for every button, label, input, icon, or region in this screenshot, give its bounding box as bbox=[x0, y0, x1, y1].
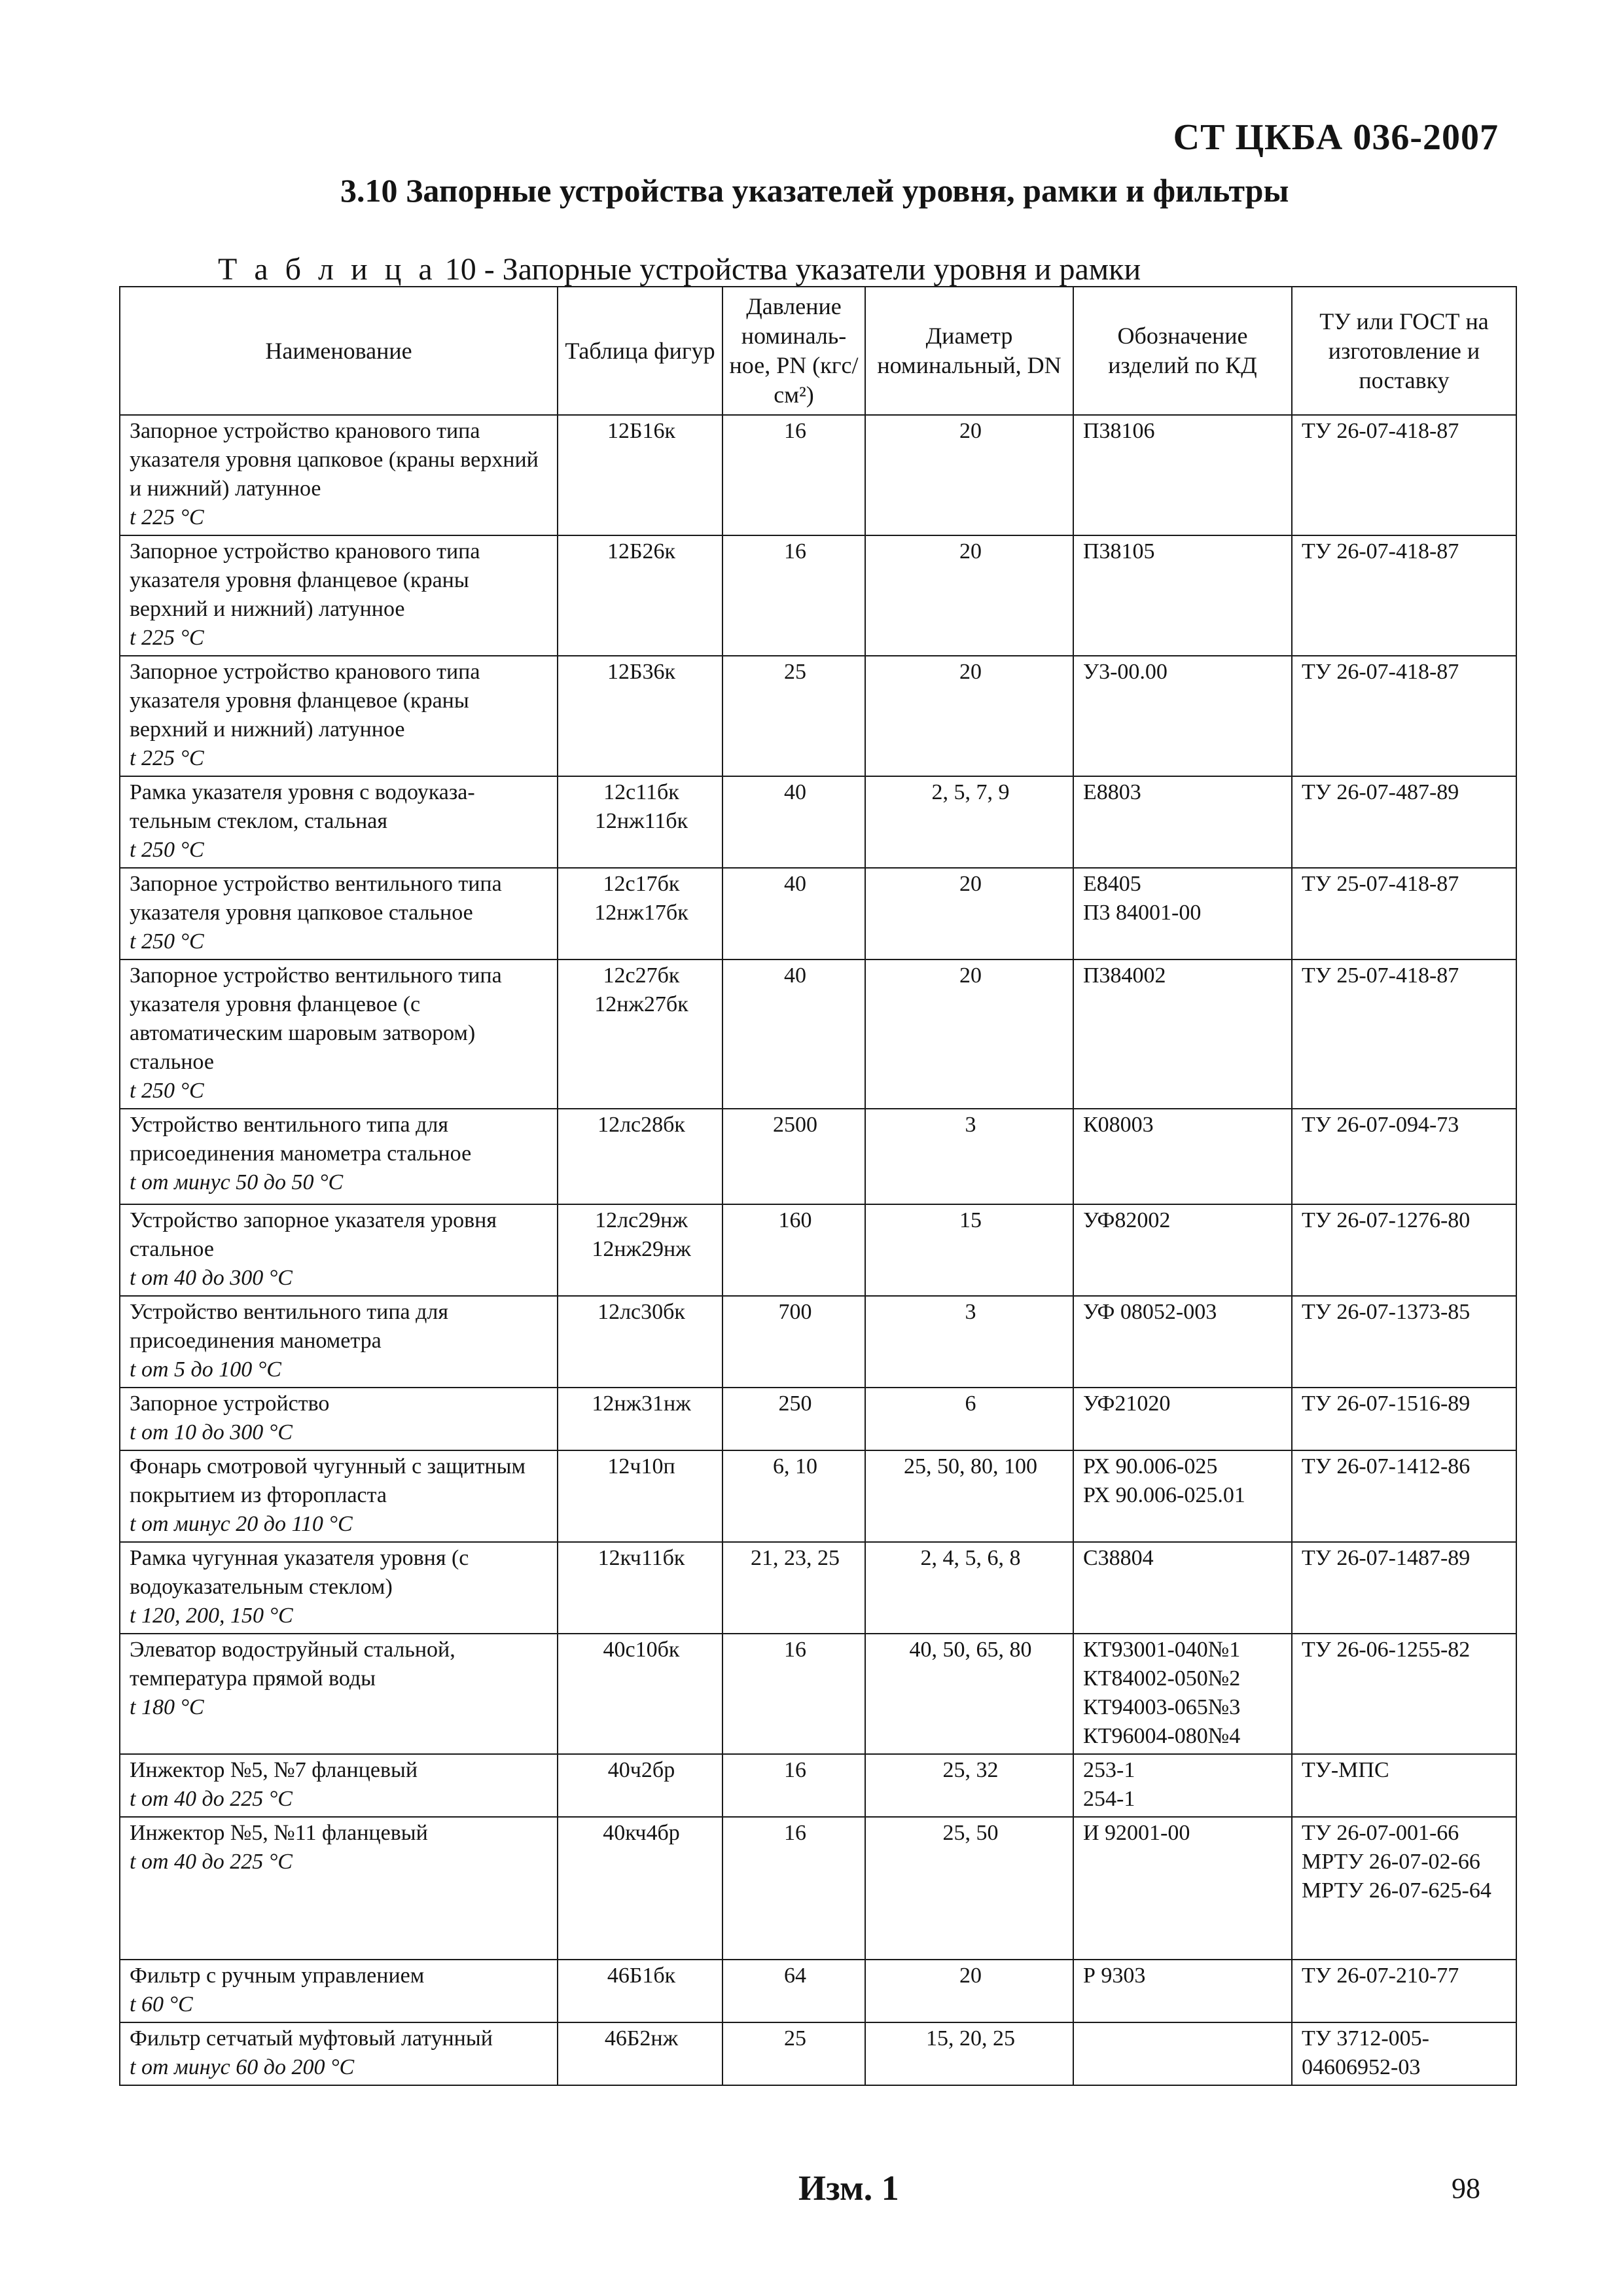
cell-diameter: 2, 4, 5, 6, 8 bbox=[865, 1542, 1073, 1634]
cell-name bbox=[120, 1817, 558, 1960]
cell-designation: Е8803 bbox=[1073, 776, 1292, 868]
cell-name-text: Инжектор №5, №11 фланцевый bbox=[130, 1821, 428, 1845]
cell-name bbox=[120, 2022, 558, 2085]
cell-name bbox=[120, 776, 558, 868]
table-row bbox=[120, 1204, 1516, 1296]
cell-temperature: t 180 °C bbox=[130, 1695, 204, 1719]
table-row bbox=[120, 1542, 1516, 1634]
table-row bbox=[120, 1634, 1516, 1754]
cell-temperature: t 225 °C bbox=[130, 626, 204, 650]
cell-standard: ТУ 26-07-094-73 bbox=[1292, 1109, 1516, 1204]
cell-pressure: 250 bbox=[722, 1388, 865, 1450]
cell-temperature: t 250 °C bbox=[130, 929, 204, 954]
cell-diameter: 25, 50 bbox=[865, 1817, 1073, 1960]
cell-name bbox=[120, 1296, 558, 1388]
cell-name bbox=[120, 1388, 558, 1450]
cell-pressure: 21, 23, 25 bbox=[722, 1542, 865, 1634]
section-title: 3.10 Запорные устройства указателей уровня, рамки и фильтры bbox=[340, 172, 1289, 209]
table-caption-label: Т а б л и ц а bbox=[218, 252, 437, 287]
cell-name-text: Запорное устройство кранового типа указателя уровня цапковое (краны верхний и нижний) латунное bbox=[130, 419, 539, 501]
cell-pressure: 16 bbox=[722, 415, 865, 535]
cell-figure: 12кч11бк bbox=[558, 1542, 722, 1634]
table-row bbox=[120, 1296, 1516, 1388]
header-standard: ТУ или ГОСТ на изготовление и поставку bbox=[1292, 287, 1516, 415]
cell-temperature: t от минус 50 до 50 °C bbox=[130, 1170, 344, 1194]
cell-name-text: Рамка указателя уровня с водоуказа-тельным стеклом, стальная bbox=[130, 780, 475, 833]
cell-name-text: Фонарь смотровой чугунный с защитным покрытием из фторопласта bbox=[130, 1454, 526, 1507]
cell-figure: 12с27бк 12нж27бк bbox=[558, 960, 722, 1109]
cell-figure: 12Б26к bbox=[558, 535, 722, 656]
cell-standard: ТУ 26-06-1255-82 bbox=[1292, 1634, 1516, 1754]
cell-pressure: 16 bbox=[722, 1754, 865, 1817]
cell-temperature: t от минус 20 до 110 °C bbox=[130, 1512, 353, 1536]
cell-figure: 40кч4бр bbox=[558, 1817, 722, 1960]
cell-diameter: 15 bbox=[865, 1204, 1073, 1296]
cell-figure: 40ч2бр bbox=[558, 1754, 722, 1817]
cell-figure: 12Б36к bbox=[558, 656, 722, 776]
cell-pressure: 40 bbox=[722, 868, 865, 960]
cell-diameter: 20 bbox=[865, 535, 1073, 656]
cell-figure: 46Б1бк bbox=[558, 1960, 722, 2022]
cell-standard: ТУ 26-07-1412-86 bbox=[1292, 1450, 1516, 1542]
cell-diameter: 25, 32 bbox=[865, 1754, 1073, 1817]
cell-diameter: 40, 50, 65, 80 bbox=[865, 1634, 1073, 1754]
cell-temperature: t от 40 до 225 °C bbox=[130, 1787, 293, 1811]
document-code: СТ ЦКБА 036-2007 bbox=[1173, 117, 1499, 158]
cell-designation bbox=[1073, 2022, 1292, 2085]
cell-diameter: 20 bbox=[865, 656, 1073, 776]
table-row bbox=[120, 415, 1516, 535]
cell-temperature: t от минус 60 до 200 °C bbox=[130, 2055, 355, 2079]
cell-standard: ТУ 26-07-1487-89 bbox=[1292, 1542, 1516, 1634]
cell-diameter: 2, 5, 7, 9 bbox=[865, 776, 1073, 868]
cell-name bbox=[120, 415, 558, 535]
table-row bbox=[120, 1754, 1516, 1817]
cell-name-text: Элеватор водоструйный стальной, температура прямой воды bbox=[130, 1638, 455, 1691]
cell-pressure: 160 bbox=[722, 1204, 865, 1296]
cell-name-text: Запорное устройство вентильного типа указателя уровня цапковое стальное bbox=[130, 872, 502, 925]
table-row bbox=[120, 1960, 1516, 2022]
cell-name-text: Рамка чугунная указателя уровня (с водоуказательным стеклом) bbox=[130, 1546, 469, 1599]
cell-pressure: 16 bbox=[722, 1634, 865, 1754]
cell-diameter: 20 bbox=[865, 960, 1073, 1109]
cell-name-text: Фильтр с ручным управлением bbox=[130, 1964, 425, 1988]
cell-designation: П38106 bbox=[1073, 415, 1292, 535]
cell-designation: И 92001-00 bbox=[1073, 1817, 1292, 1960]
cell-name bbox=[120, 1450, 558, 1542]
table-row bbox=[120, 1109, 1516, 1204]
cell-name-text: Запорное устройство кранового типа указателя уровня фланцевое (краны верхний и нижний) латунное bbox=[130, 660, 480, 742]
cell-designation: П384002 bbox=[1073, 960, 1292, 1109]
table-row bbox=[120, 868, 1516, 960]
header-figure-table: Таблица фигур bbox=[558, 287, 722, 415]
cell-diameter: 20 bbox=[865, 415, 1073, 535]
page-number: 98 bbox=[1452, 2172, 1480, 2204]
cell-designation: 253-1 254-1 bbox=[1073, 1754, 1292, 1817]
table-row bbox=[120, 2022, 1516, 2085]
cell-designation: РХ 90.006-025 РХ 90.006-025.01 bbox=[1073, 1450, 1292, 1542]
cell-standard: ТУ-МПС bbox=[1292, 1754, 1516, 1817]
cell-name bbox=[120, 1634, 558, 1754]
cell-figure: 12лс29нж 12нж29нж bbox=[558, 1204, 722, 1296]
cell-pressure: 16 bbox=[722, 1817, 865, 1960]
cell-temperature: t от 40 до 225 °C bbox=[130, 1850, 293, 1874]
cell-standard: ТУ 26-07-001-66 МРТУ 26-07-02-66 МРТУ 26-07-625-64 bbox=[1292, 1817, 1516, 1960]
cell-temperature: t 250 °C bbox=[130, 838, 204, 862]
cell-name-text: Запорное устройство bbox=[130, 1391, 330, 1416]
cell-name-text: Устройство вентильного типа для присоединения манометра bbox=[130, 1300, 449, 1353]
cell-designation: Р 9303 bbox=[1073, 1960, 1292, 2022]
cell-pressure: 16 bbox=[722, 535, 865, 656]
cell-temperature: t от 10 до 300 °C bbox=[130, 1420, 293, 1444]
header-pressure: Давление номиналь- ное, PN (кгс/см²) bbox=[722, 287, 865, 415]
cell-name bbox=[120, 868, 558, 960]
header-row bbox=[120, 287, 1516, 415]
change-mark: Изм. 1 bbox=[798, 2168, 899, 2208]
cell-temperature: t 225 °C bbox=[130, 746, 204, 770]
cell-standard: ТУ 26-07-1276-80 bbox=[1292, 1204, 1516, 1296]
cell-designation: У3-00.00 bbox=[1073, 656, 1292, 776]
cell-standard: ТУ 26-07-418-87 bbox=[1292, 535, 1516, 656]
cell-designation: П38105 bbox=[1073, 535, 1292, 656]
cell-standard: ТУ 26-07-1373-85 bbox=[1292, 1296, 1516, 1388]
cell-temperature: t 60 °C bbox=[130, 1992, 193, 2017]
cell-name-text: Запорное устройство кранового типа указателя уровня фланцевое (краны верхний и нижний) латунное bbox=[130, 539, 480, 621]
cell-pressure: 64 bbox=[722, 1960, 865, 2022]
cell-pressure: 700 bbox=[722, 1296, 865, 1388]
cell-name bbox=[120, 1754, 558, 1817]
cell-figure: 12с17бк 12нж17бк bbox=[558, 868, 722, 960]
cell-figure: 12ч10п bbox=[558, 1450, 722, 1542]
cell-standard: ТУ 3712-005-04606952-03 bbox=[1292, 2022, 1516, 2085]
cell-diameter: 20 bbox=[865, 1960, 1073, 2022]
cell-standard: ТУ 26-07-418-87 bbox=[1292, 415, 1516, 535]
cell-pressure: 25 bbox=[722, 2022, 865, 2085]
cell-figure: 12нж31нж bbox=[558, 1388, 722, 1450]
cell-name bbox=[120, 1960, 558, 2022]
cell-designation: С38804 bbox=[1073, 1542, 1292, 1634]
cell-figure: 12Б16к bbox=[558, 415, 722, 535]
cell-standard: ТУ 25-07-418-87 bbox=[1292, 960, 1516, 1109]
cell-diameter: 6 bbox=[865, 1388, 1073, 1450]
cell-temperature: t 225 °C bbox=[130, 505, 204, 529]
cell-name bbox=[120, 535, 558, 656]
cell-figure: 46Б2нж bbox=[558, 2022, 722, 2085]
cell-designation: УФ21020 bbox=[1073, 1388, 1292, 1450]
cell-designation: УФ82002 bbox=[1073, 1204, 1292, 1296]
cell-name-text: Запорное устройство вентильного типа указателя уровня фланцевое (с автоматическим шаровым затвором) стальное bbox=[130, 963, 502, 1074]
cell-name bbox=[120, 1542, 558, 1634]
cell-diameter: 20 bbox=[865, 868, 1073, 960]
cell-standard: ТУ 26-07-210-77 bbox=[1292, 1960, 1516, 2022]
cell-diameter: 25, 50, 80, 100 bbox=[865, 1450, 1073, 1542]
table-row bbox=[120, 535, 1516, 656]
cell-figure: 12лс30бк bbox=[558, 1296, 722, 1388]
cell-name-text: Устройство запорное указателя уровня стальное bbox=[130, 1208, 497, 1261]
cell-name bbox=[120, 1204, 558, 1296]
cell-temperature: t 250 °C bbox=[130, 1079, 204, 1103]
cell-name bbox=[120, 960, 558, 1109]
table-row bbox=[120, 776, 1516, 868]
cell-pressure: 2500 bbox=[722, 1109, 865, 1204]
table-row bbox=[120, 656, 1516, 776]
cell-standard: ТУ 26-07-487-89 bbox=[1292, 776, 1516, 868]
cell-diameter: 3 bbox=[865, 1109, 1073, 1204]
cell-diameter: 15, 20, 25 bbox=[865, 2022, 1073, 2085]
cell-pressure: 25 bbox=[722, 656, 865, 776]
cell-standard: ТУ 26-07-418-87 bbox=[1292, 656, 1516, 776]
cell-diameter: 3 bbox=[865, 1296, 1073, 1388]
cell-pressure: 40 bbox=[722, 960, 865, 1109]
header-designation: Обозначение изделий по КД bbox=[1073, 287, 1292, 415]
table-row bbox=[120, 1388, 1516, 1450]
header-name: Наименование bbox=[120, 287, 558, 415]
cell-temperature: t от 40 до 300 °C bbox=[130, 1266, 293, 1290]
cell-pressure: 40 bbox=[722, 776, 865, 868]
cell-name-text: Фильтр сетчатый муфтовый латунный bbox=[130, 2026, 493, 2051]
table-row bbox=[120, 1450, 1516, 1542]
cell-standard: ТУ 25-07-418-87 bbox=[1292, 868, 1516, 960]
table-body bbox=[120, 415, 1516, 2085]
cell-designation: УФ 08052-003 bbox=[1073, 1296, 1292, 1388]
cell-name-text: Устройство вентильного типа для присоединения манометра стальное bbox=[130, 1113, 472, 1166]
cell-name bbox=[120, 1109, 558, 1204]
cell-designation: Е8405 П3 84001-00 bbox=[1073, 868, 1292, 960]
cell-figure: 12с11бк 12нж11бк bbox=[558, 776, 722, 868]
cell-designation: К08003 bbox=[1073, 1109, 1292, 1204]
cell-standard: ТУ 26-07-1516-89 bbox=[1292, 1388, 1516, 1450]
cell-pressure: 6, 10 bbox=[722, 1450, 865, 1542]
cell-temperature: t 120, 200, 150 °C bbox=[130, 1604, 293, 1628]
table-caption-text: 10 - Запорные устройства указатели уровня и рамки bbox=[437, 252, 1141, 287]
table-row bbox=[120, 1817, 1516, 1960]
cell-figure: 12лс28бк bbox=[558, 1109, 722, 1204]
cell-temperature: t от 5 до 100 °C bbox=[130, 1357, 281, 1382]
valves-table bbox=[119, 286, 1517, 2086]
cell-designation: КТ93001-040№1 КТ84002-050№2 КТ94003-065№3 КТ96004-080№4 bbox=[1073, 1634, 1292, 1754]
table-header bbox=[120, 287, 1516, 415]
table-row bbox=[120, 960, 1516, 1109]
cell-figure: 40с10бк bbox=[558, 1634, 722, 1754]
header-diameter: Диаметр номинальный, DN bbox=[865, 287, 1073, 415]
table-caption bbox=[218, 251, 1141, 287]
cell-name-text: Инжектор №5, №7 фланцевый bbox=[130, 1758, 418, 1782]
cell-name bbox=[120, 656, 558, 776]
